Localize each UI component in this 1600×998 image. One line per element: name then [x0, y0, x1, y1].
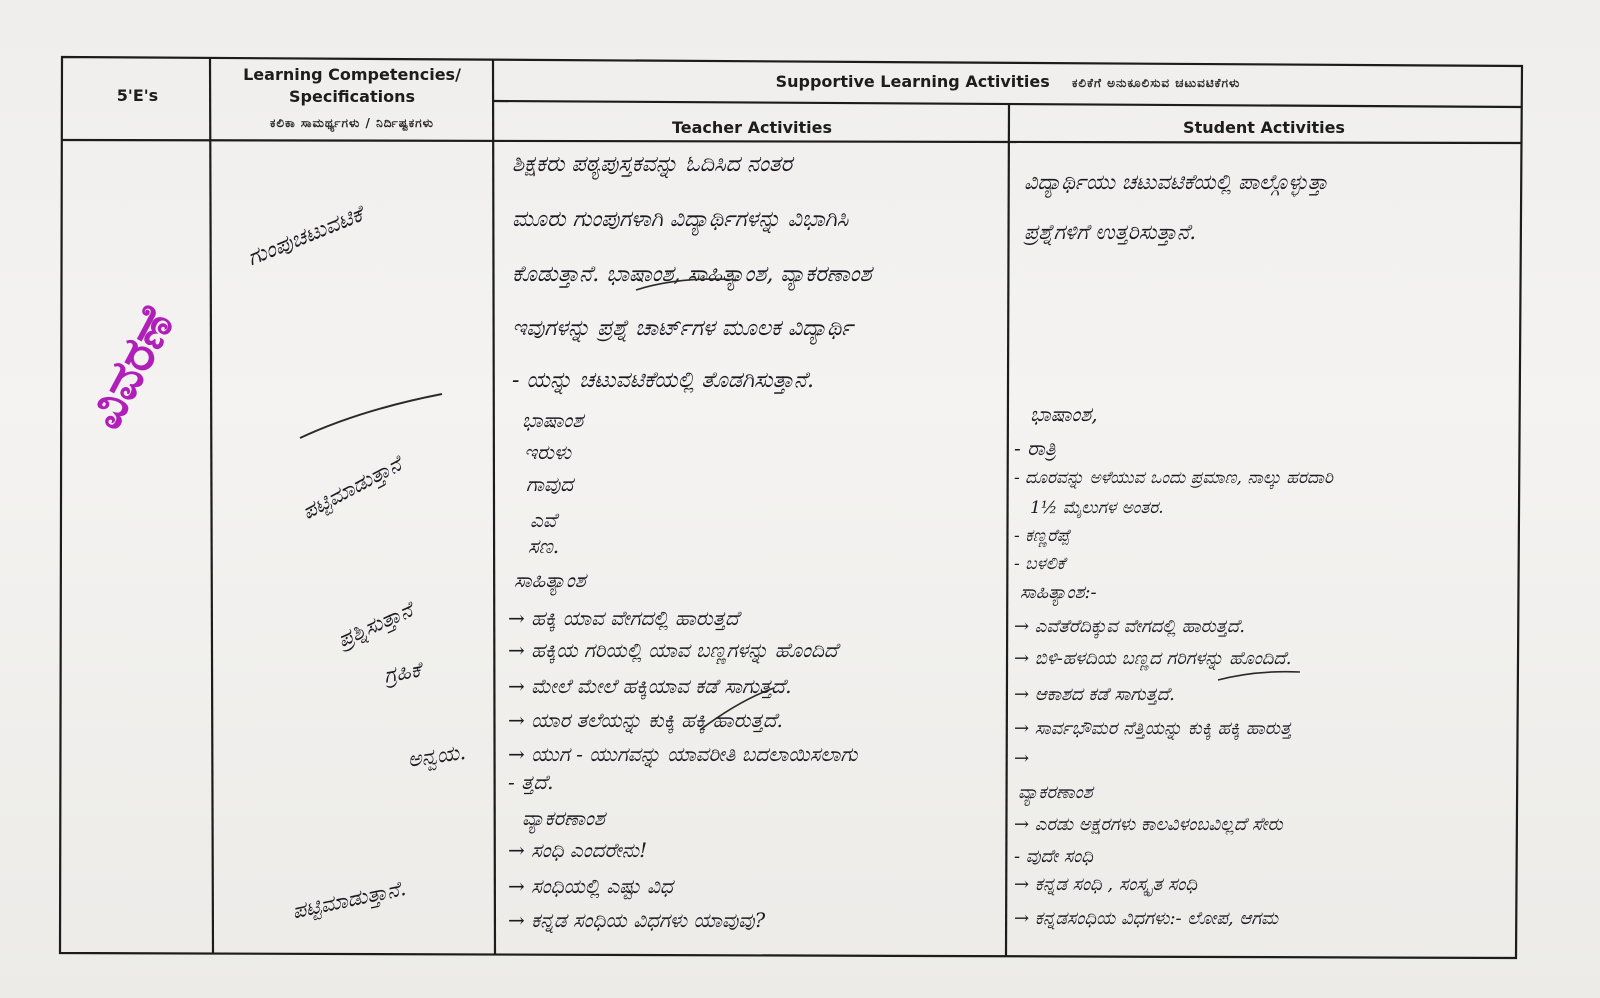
teacher-line: ಇವುಗಳನ್ನು ಪ್ರಶ್ನೆ ಚಾರ್ಟ್‌ಗಳ ಮೂಲಕ ವಿದ್ಯಾರ್ಥಿ [512, 316, 853, 341]
teacher-line: ವ್ಯಾಕರಣಾಂಶ [522, 806, 605, 830]
teacher-line: → ಸಂಧಿ ಎಂದರೇನು! [508, 838, 648, 862]
header-teacher: Teacher Activities [671, 118, 833, 137]
student-line: → ಬಿಳಿ-ಹಳದಿಯ ಬಣ್ಣದ ಗರಿಗಳನ್ನು ಹೊಂದಿದೆ. [1014, 648, 1292, 669]
teacher-line: - ತ್ತದೆ. [508, 770, 554, 794]
teacher-line: - ಯನ್ನು ಚಟುವಟಿಕೆಯಲ್ಲಿ ತೊಡಗಿಸುತ್ತಾನೆ. [512, 368, 815, 393]
student-line: ವ್ಯಾಕರಣಾಂಶ [1018, 782, 1093, 803]
header-competencies-kn: ಕಲಿಕಾ ಸಾಮರ್ಥ್ಯಗಳು / ನಿರ್ದಿಷ್ಟಕಗಳು [270, 116, 434, 130]
student-line: - ಕಣ್ಣರೆಪ್ಪೆ [1014, 526, 1070, 546]
student-line: - ದೂರವನ್ನು ಅಳೆಯುವ ಒಂದು ಪ್ರಮಾಣ, ನಾಲ್ಕು ಹರದಾರಿ [1014, 468, 1333, 488]
competency-comprehension: ಗ್ರಹಿಕೆ [382, 657, 423, 688]
competency-group-activity: ಗುಂಪುಚಟುವಟಿಕೆ [244, 202, 367, 272]
student-line: → ಕನ್ನಡಸಂಧಿಯ ವಿಧಗಳು:- ಲೋಪ, ಆಗಮ [1014, 908, 1279, 929]
teacher-line: ಶಿಕ್ಷಕರು ಪಠ್ಯಪುಸ್ತಕವನ್ನು ಓದಿಸಿದ ನಂತರ [512, 152, 793, 177]
competency-lists-2: ಪಟ್ಟಿಮಾಡುತ್ತಾನೆ. [290, 875, 409, 924]
competency-application: ಅನ್ವಯ. [406, 739, 468, 772]
student-line: ವಿದ್ಯಾರ್ಥಿಯು ಚಟುವಟಿಕೆಯಲ್ಲಿ ಪಾಲ್ಗೊಳ್ಳುತ್ತಾ [1024, 170, 1328, 194]
student-line: → ಕನ್ನಡ ಸಂಧಿ , ಸಂಸ್ಕೃತ ಸಂಧಿ [1014, 874, 1198, 895]
student-line: ಭಾಷಾಂಶ, [1030, 402, 1098, 426]
teacher-line: ಕೊಡುತ್ತಾನೆ. ಭಾಷಾಂಶ, ಸಾಹಿತ್ಯಾಂಶ, ವ್ಯಾಕರಣಾಂಶ [512, 262, 872, 287]
teacher-line: ಎವೆ [530, 508, 557, 532]
student-line: - ರಾತ್ರಿ [1014, 436, 1057, 460]
student-line: ಪ್ರಶ್ನೆಗಳಿಗೆ ಉತ್ತರಿಸುತ್ತಾನೆ. [1024, 220, 1197, 244]
student-line: 1½ ಮೈಲುಗಳ ಅಂತರ. [1030, 498, 1164, 518]
phase-label: ವಿವರಣೆ [74, 297, 186, 438]
student-line: → ಎರಡು ಅಕ್ಷರಗಳು ಕಾಲವಿಳಂಬವಿಲ್ಲದೆ ಸೇರು [1014, 814, 1283, 835]
teacher-line: ಗಾವುದ [526, 472, 574, 496]
competency-lists-1: ಪಟ್ಟಿಮಾಡುತ್ತಾನೆ [298, 451, 406, 525]
teacher-line: ಭಾಷಾಂಶ [522, 408, 584, 432]
student-line: - ವುದೇ ಸಂಧಿ [1014, 846, 1093, 867]
teacher-line: → ಯಾರ ತಲೆಯನ್ನು ಕುಕ್ಕಿ ಹಕ್ಕಿ ಹಾರುತ್ತದೆ. [508, 708, 783, 732]
student-line: → ಎವೆತೆರೆದಿಕ್ಕುವ ವೇಗದಲ್ಲಿ ಹಾರುತ್ತದೆ. [1014, 616, 1245, 637]
student-line: → ಆಕಾಶದ ಕಡೆ ಸಾಗುತ್ತದೆ. [1014, 684, 1175, 705]
header-competencies-en-1: Learning Competencies/ [243, 65, 461, 84]
teacher-line: ಮೂರು ಗುಂಪುಗಳಾಗಿ ವಿದ್ಯಾರ್ಥಿಗಳನ್ನು ವಿಭಾಗಿಸಿ [512, 207, 849, 232]
competency-questions: ಪ್ರಶ್ನಿಸುತ್ತಾನೆ [334, 597, 417, 652]
student-line: - ಬಳಲಿಕೆ [1014, 554, 1066, 574]
teacher-line: → ಹಕ್ಕಿಯ ಗರಿಯಲ್ಲಿ ಯಾವ ಬಣ್ಣಗಳನ್ನು ಹೊಂದಿದೆ [508, 638, 838, 662]
header-competencies-en-2: Specifications [289, 87, 415, 106]
student-line: → ಸಾರ್ವಭೌಮರ ನೆತ್ತಿಯನ್ನು ಕುಕ್ಕಿ ಹಕ್ಕಿ ಹಾರುತ್ತ [1014, 718, 1292, 739]
student-line: ಸಾಹಿತ್ಯಾಂಶ:- [1020, 582, 1097, 603]
teacher-line: ಸಾಹಿತ್ಯಾಂಶ [514, 568, 586, 592]
teacher-line: ಸಣ. [528, 534, 560, 558]
header-supportive-kn: ಕಲಿಕೆಗೆ ಅನುಕೂಲಿಸುವ ಚಟುವಟಿಕೆಗಳು [1072, 76, 1241, 90]
teacher-line: ಇರುಳು [524, 440, 572, 464]
header-supportive-en: Supportive Learning Activities [775, 72, 1050, 91]
header-student: Student Activities [1183, 118, 1345, 137]
teacher-line: → ಕನ್ನಡ ಸಂಧಿಯ ವಿಧಗಳು ಯಾವುವು? [508, 908, 766, 932]
teacher-line: → ಹಕ್ಕಿ ಯಾವ ವೇಗದಲ್ಲಿ ಹಾರುತ್ತದೆ [508, 606, 739, 630]
teacher-line: → ಮೇಲೆ ಮೇಲೆ ಹಕ್ಕಿಯಾವ ಕಡೆ ಸಾಗುತ್ತದೆ. [508, 674, 792, 698]
teacher-line: → ಸಂಧಿಯಲ್ಲಿ ಎಷ್ಟು ವಿಧ [508, 874, 673, 898]
teacher-line: → ಯುಗ - ಯುಗವನ್ನು ಯಾವರೀತಿ ಬದಲಾಯಿಸಲಾಗು [508, 742, 858, 766]
header-five-es: 5'E's [116, 86, 159, 105]
student-line: → [1014, 748, 1030, 769]
